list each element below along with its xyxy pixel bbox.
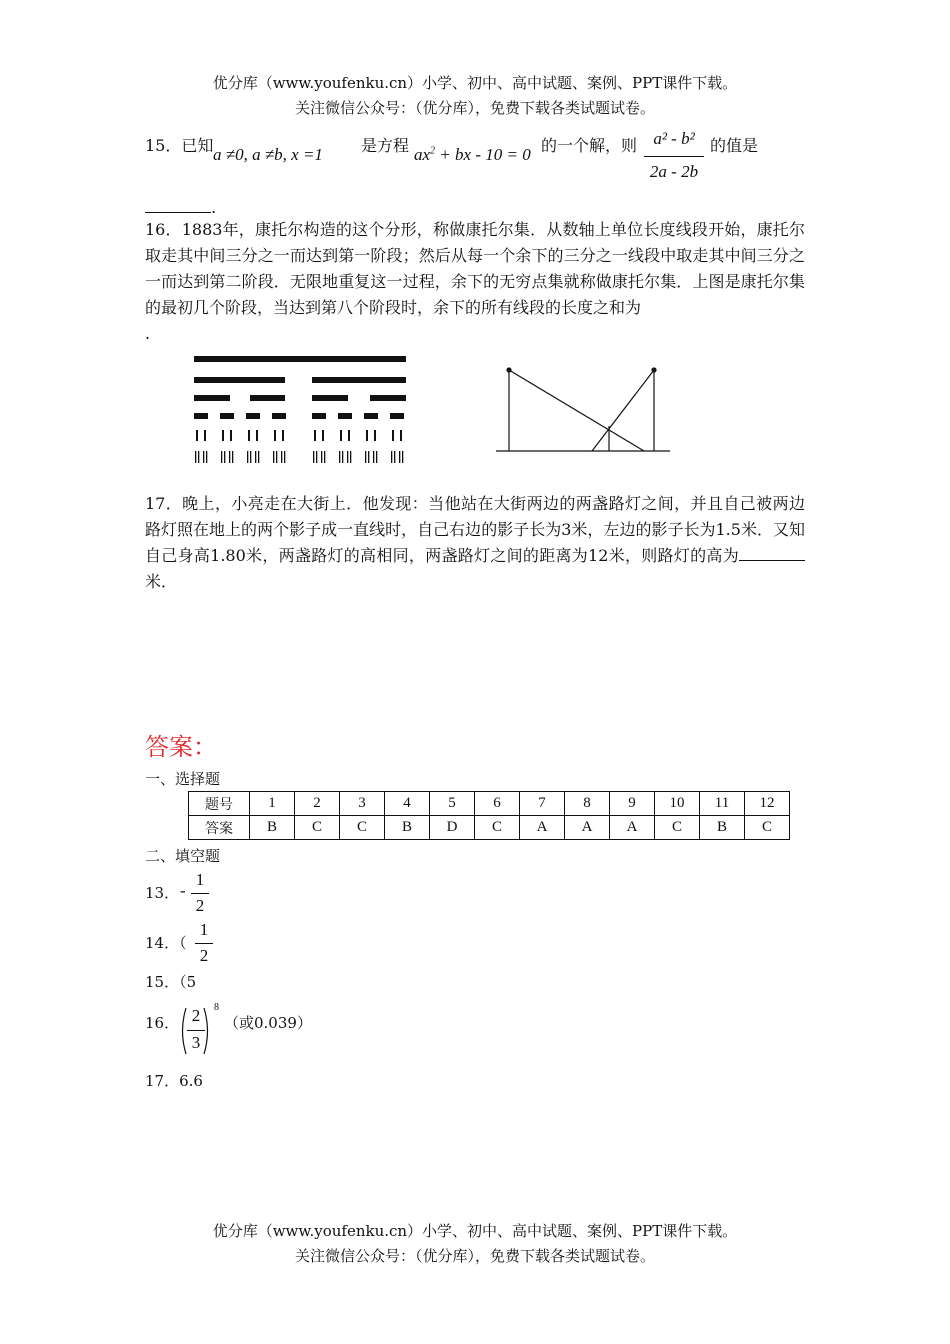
cantor-stage-2 xyxy=(194,395,406,401)
answers-title: 答案： xyxy=(145,733,217,761)
q17-blank xyxy=(739,544,805,561)
answer-13-denominator: 2 xyxy=(195,896,205,915)
question-number: 3 xyxy=(340,792,385,816)
footer-line-1: 优分库（www.youfenku.cn）小学、初中、高中试题、案例、PPT课件下载。 xyxy=(212,1222,738,1240)
q15-prefix: 15．已知 xyxy=(145,136,214,155)
answer-16-numerator: 2 xyxy=(191,1006,201,1025)
q15-mid: 是方程 xyxy=(361,136,410,155)
answer-choice: A xyxy=(520,816,565,840)
right-lamp-icon xyxy=(651,367,656,372)
cantor-set-figure xyxy=(190,350,410,468)
cantor-stage-3 xyxy=(194,413,404,419)
q15-condition: a ≠0, a ≠b, x =1 xyxy=(213,145,323,164)
answer-table-header-row xyxy=(189,792,790,816)
answer-choice: A xyxy=(565,816,610,840)
table-answer-label: 答案 xyxy=(189,816,250,840)
answer-choice: C xyxy=(340,816,385,840)
q16-text: 16．1883年，康托尔构造的这个分形，称做康托尔集．从数轴上单位长度线段开始，康托尔取走其中间三分之一而达到第一阶段；然后从每一个余下的三分之一线段中取走其中间三分之一而达到第二阶段．无限地重复这一过程，余下的无穷点集就称做康托尔集．上图是康托尔集的最初几个阶段，当达到第八个阶段时，余下的所有线段的长度之和为 xyxy=(145,220,805,317)
answer-choice: B xyxy=(385,816,430,840)
q17-end: 米． xyxy=(145,572,178,591)
street-lamp-diagram xyxy=(492,362,674,458)
question-17 xyxy=(145,491,805,595)
answer-13-sign: - xyxy=(180,881,186,900)
answer-choice: D xyxy=(430,816,475,840)
left-lamp-icon xyxy=(506,367,511,372)
answer-choice: C xyxy=(295,816,340,840)
answer-14-denominator: 2 xyxy=(199,946,209,965)
section-fill-title: 二、填空题 xyxy=(145,847,221,865)
cantor-stage-1 xyxy=(194,377,406,383)
footer-line-2: 关注微信公众号：（优分库），免费下载各类试题试卷。 xyxy=(294,1247,655,1265)
answer-choice: C xyxy=(655,816,700,840)
answer-16-alternative: （或0.039） xyxy=(224,1014,312,1032)
answer-14-fraction-bar xyxy=(195,943,213,944)
question-number: 9 xyxy=(610,792,655,816)
answer-17: 17．6.6 xyxy=(145,1072,203,1090)
answer-16-exponent: 8 xyxy=(214,1002,219,1013)
question-number: 1 xyxy=(250,792,295,816)
q16-end: . xyxy=(145,324,151,343)
q15-fraction-bar xyxy=(644,156,704,157)
answer-16-denominator: 3 xyxy=(191,1033,201,1052)
cantor-stage-0 xyxy=(194,356,406,362)
q15-mid2: 的一个解，则 xyxy=(541,136,638,155)
q15-suffix: 的值是 xyxy=(710,136,759,155)
answer-13-fraction-bar xyxy=(191,893,209,894)
q15-equation: $ax^2$ + bx - 10 = 0 xyxy=(414,145,531,164)
answer-choice: B xyxy=(250,816,295,840)
answer-15: 15．（5 xyxy=(145,973,197,991)
answer-13-label: 13． xyxy=(145,884,180,902)
q17-text: 17．晚上，小亮走在大街上．他发现：当他站在大街两边的两盏路灯之间，并且自己被两边路灯照在地上的两个影子成一直线时，自己右边的影子长为3米，左边的影子长为1.5米．又知自己身高1.80米，两盏路灯的高相同，两盏路灯之间的距离为12米，则路灯的高为 xyxy=(145,494,805,565)
question-number: 5 xyxy=(430,792,475,816)
answer-choice: C xyxy=(475,816,520,840)
question-number: 12 xyxy=(745,792,790,816)
answer-choice: C xyxy=(745,816,790,840)
answer-14-label: 14．（ xyxy=(145,934,187,952)
answer-choice: B xyxy=(700,816,745,840)
question-number: 4 xyxy=(385,792,430,816)
answer-table xyxy=(188,791,790,840)
header-line-2: 关注微信公众号：（优分库），免费下载各类试题试卷。 xyxy=(294,99,655,117)
question-number: 6 xyxy=(475,792,520,816)
answer-14-numerator: 1 xyxy=(199,920,209,939)
q15-blank xyxy=(145,196,211,213)
question-number: 11 xyxy=(700,792,745,816)
question-number: 7 xyxy=(520,792,565,816)
q15-numerator: a² - b² xyxy=(653,129,695,148)
q15-answer-line: . xyxy=(145,196,216,217)
answer-13-numerator: 1 xyxy=(195,870,205,889)
question-number: 2 xyxy=(295,792,340,816)
question-number: 8 xyxy=(565,792,610,816)
answer-table-answer-row xyxy=(189,816,790,840)
cantor-stage-5 xyxy=(195,451,403,463)
q15-denominator: 2a - 2b xyxy=(649,162,699,181)
cantor-stage-4 xyxy=(196,430,402,441)
answer-16-label: 16． xyxy=(145,1014,180,1032)
question-16 xyxy=(145,217,805,347)
answer-choice: A xyxy=(610,816,655,840)
section-choice-title: 一、选择题 xyxy=(145,770,221,788)
header-line-1: 优分库（www.youfenku.cn）小学、初中、高中试题、案例、PPT课件下载。 xyxy=(212,74,738,92)
answer-16-fraction-bar xyxy=(187,1030,205,1031)
question-number: 10 xyxy=(655,792,700,816)
table-header-label: 题号 xyxy=(189,792,250,816)
